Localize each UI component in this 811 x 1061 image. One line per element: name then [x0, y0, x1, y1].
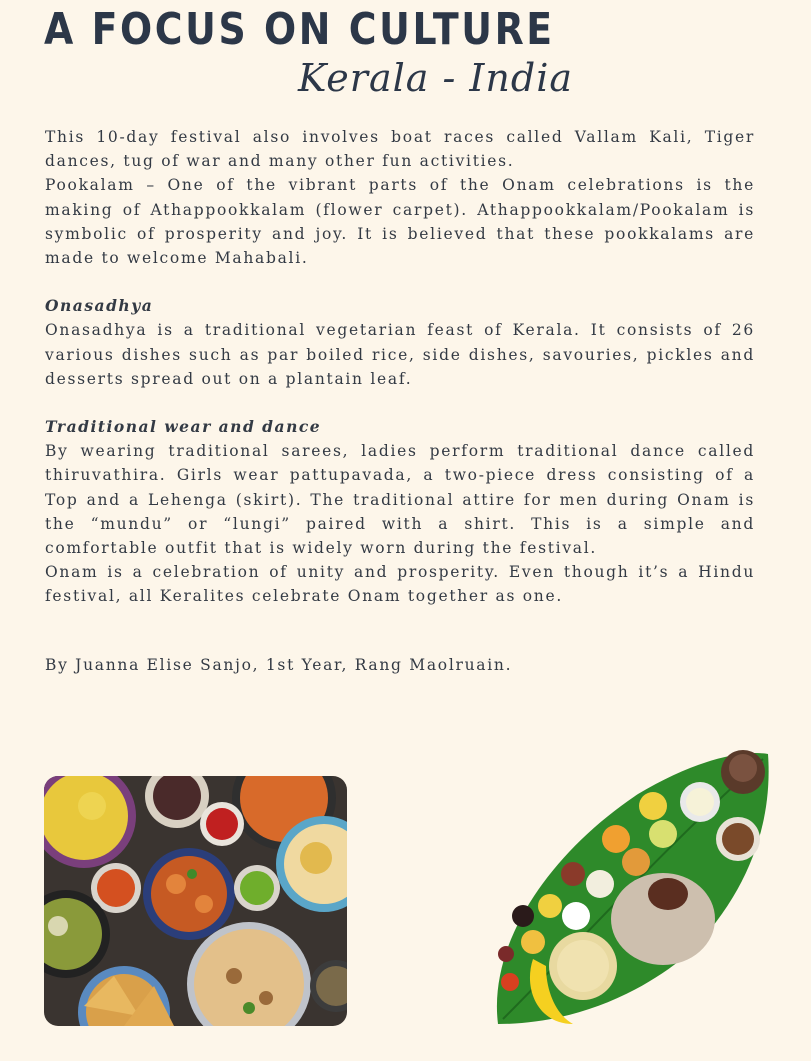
paragraph-unity: Onam is a celebration of unity and prosperity. Even though it’s a Hindu festival, all Keralites celebrate Onam together as one. [45, 563, 755, 606]
paragraph-festival: This 10-day festival also involves boat races called Vallam Kali, Tiger dances, tug of war and many other fun activities. [45, 128, 755, 171]
section-title-onasadhya: Onasadhya [45, 296, 154, 316]
page-heading: A FOCUS ON CULTURE [44, 4, 555, 55]
section-title-traditional-wear: Traditional wear and dance [45, 417, 322, 437]
banana-leaf-sadhya-illustration [488, 744, 773, 1029]
paragraph-onasadhya: Onasadhya is a traditional vegetarian feast of Kerala. It consists of 26 various dishes such as par boiled rice, side dishes, savouries, pickles and desserts spread out on a plantain leaf. [45, 321, 755, 388]
author-byline: By Juanna Elise Sanjo, 1st Year, Rang Maolruain. [45, 656, 513, 674]
article-body [45, 125, 755, 609]
paragraph-pookalam: Pookalam – One of the vibrant parts of the Onam celebrations is the making of Athappookkalam (flower carpet). Athappookkalam/Pookalam is symbolic of prosperity and joy. It is believed that these pookkalams are made to welcome Mahabali. [45, 176, 755, 268]
page-subheading: Kerala - India [297, 56, 574, 100]
indian-food-photo [44, 776, 347, 1026]
paragraph-traditional-wear: By wearing traditional sarees, ladies perform traditional dance called thiruvathira. Girls wear pattupavada, a two-piece dress consisting of a Top and a Lehenga (skirt). The traditional attire for men during Onam is the “mundu” or “lungi” paired with a shirt. This is a simple and comfortable outfit that is widely worn during the festival. [45, 442, 755, 558]
